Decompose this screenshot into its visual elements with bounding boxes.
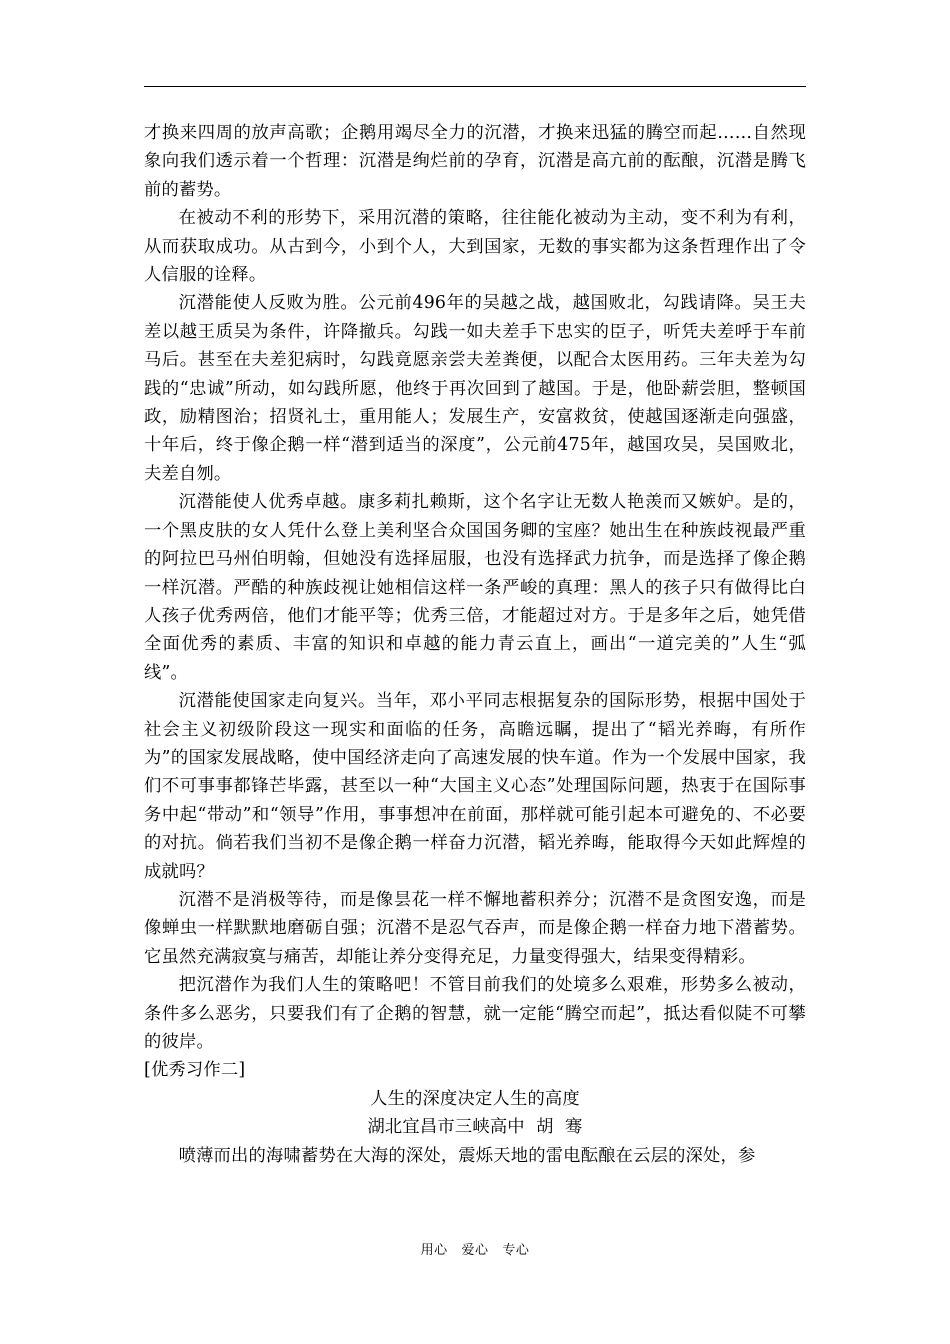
document-body [144,119,806,1170]
paragraph-8: 喷薄而出的海啸蓄势在大海的深处，震烁天地的雷电酝酿在云层的深处，参 [178,1145,756,1166]
header-rule [144,86,806,87]
essay-author: 湖北宜昌市三峡高中 胡 骞 [367,1117,583,1138]
section-label: [优秀习作二] [144,1060,246,1081]
paragraph-5: 沉潜能使国家走向复兴。当年，邓小平同志根据复杂的国际形势，根据中国处于社会主义初级阶段这一现实和面临的任务，高瞻远瞩，提出了“韬光养晦，有所作为”的国家发展战略，使中国经济走向了高速发展的快车道。作为一个发展中国家，我们不可事事都锋芒毕露，甚至以一种“大国主义心态”处理国际问题，热衷于在国际事务中起“带动”和“领导”作用，事事想冲在前面，那样就可能引起本可避免的、不必要的对抗。倘若我们当初不是像企鹅一样奋力沉潜，韬光养晦，能取得今天如此辉煌的成就吗？ [144,691,806,882]
paragraph-6: 沉潜不是消极等待，而是像昙花一样不懈地蓄积养分；沉潜不是贪图安逸，而是像蝉虫一样默默地磨砺自强；沉潜不是忍气吞声，而是像企鹅一样奋力地下潜蓄势。它虽然充满寂寞与痛苦，却能让养分变得充足，力量变得强大，结果变得精彩。 [144,889,806,967]
paragraph-7: 把沉潜作为我们人生的策略吧！不管目前我们的处境多么艰难，形势多么被动，条件多么恶劣，只要我们有了企鹅的智慧，就一定能“腾空而起”，抵达看似陡不可攀的彼岸。 [144,975,806,1052]
essay-title: 人生的深度决定人生的高度 [370,1088,580,1109]
paragraph-3: 沉潜能使人反败为胜。公元前496年的吴越之战，越国败北，勾践请降。吴王夫差以越王质吴为条件，许降撤兵。勾践一如夫差手下忠实的臣子，听凭夫差呼于车前马后。甚至在夫差犯病时，勾践竟愿亲尝夫差粪便，以配合太医用药。三年夫差为勾践的“忠诚”所动，如勾践所愿，他终于再次回到了越国。于是，他卧薪尝胆，整顿国政，励精图治；招贤礼士，重用能人；发展生产，安富救贫，使越国逐渐走向强盛，十年后，终于像企鹅一样“潜到适当的深度”，公元前475年，越国攻吴，吴国败北，夫差自刎。 [144,293,806,484]
paragraph-1: 才换来四周的放声高歌；企鹅用竭尽全力的沉潜，才换来迅猛的腾空而起……自然现象向我们透示着一个哲理：沉潜是绚烂前的孕育，沉潜是高亢前的酝酿，沉潜是腾飞前的蓄势。 [144,123,806,200]
paragraph-4: 沉潜能使人优秀卓越。康多莉扎赖斯，这个名字让无数人艳羡而又嫉妒。是的，一个黑皮肤的女人凭什么登上美利坚合众国国务卿的宝座？她出生在种族歧视最严重的阿拉巴马州伯明翰，但她没有选择屈服，也没有选择武力抗争，而是选择了像企鹅一样沉潜。严酷的种族歧视让她相信这样一条严峻的真理：黑人的孩子只有做得比白人孩子优秀两倍，他们才能平等；优秀三倍，才能超过对方。于是多年之后，她凭借全面优秀的素质、丰富的知识和卓越的能力青云直上，画出“一道完美的”人生“弧线”。 [144,492,806,683]
page-footer: 用心 爱心 专心 [420,1243,530,1258]
paragraph-2: 在被动不利的形势下，采用沉潜的策略，往往能化被动为主动，变不利为有利，从而获取成功。从古到今，小到个人，大到国家，无数的事实都为这条哲理作出了令人信服的诠释。 [144,208,806,286]
